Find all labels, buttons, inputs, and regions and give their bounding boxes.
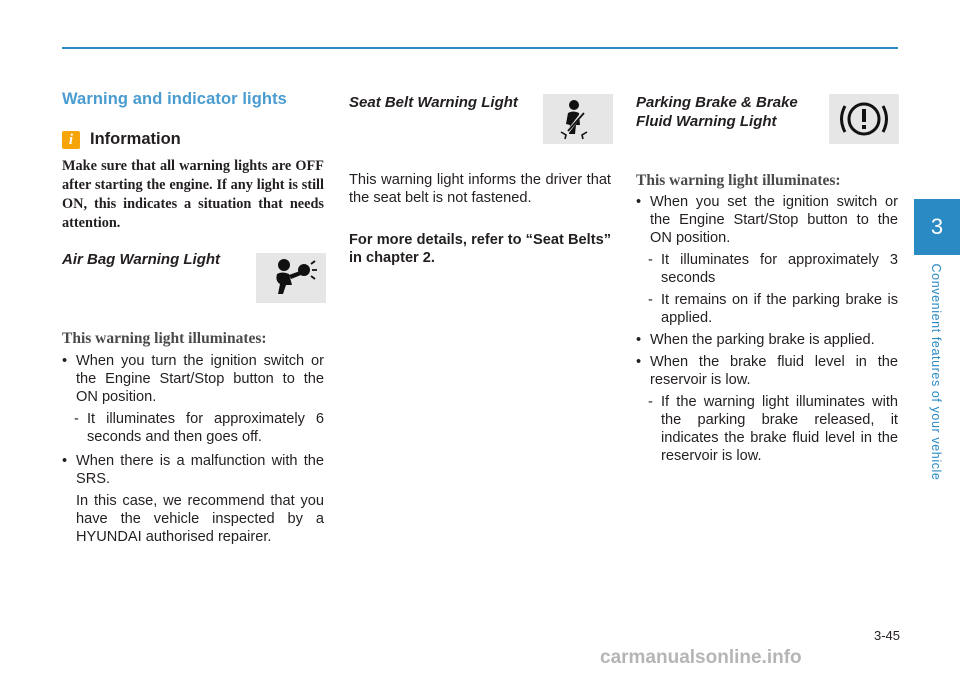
list-item: • When you turn the ignition switch or the Engine Start/Stop button to the ON position. — [62, 352, 324, 406]
list-item: • When you set the ignition switch or the Engine Start/Stop button to the ON position. — [636, 193, 898, 247]
list-item: • When there is a malfunction with the SRS. — [62, 452, 324, 488]
chapter-tab: 3 — [914, 199, 960, 255]
airbag-icon — [256, 253, 326, 303]
chapter-side-label: Convenient features of your vehicle — [929, 263, 943, 481]
seatbelt-more: For more details, refer to “Seat Belts” in chapter 2. — [349, 232, 611, 266]
list-item: - It remains on if the parking brake is applied. — [648, 292, 898, 326]
list-item: - It illuminates for approximately 6 seconds and then goes off. — [74, 411, 324, 445]
information-title: Information — [90, 130, 181, 148]
list-item-note: In this case, we recommend that you have the vehicle inspected by a HYUNDAI authorised repairer. — [76, 493, 324, 545]
list-item: - If the warning light illuminates with the parking brake released, it indicates the brake fluid level in the reservoir is low. — [648, 394, 898, 464]
page-number: 3-45 — [873, 628, 900, 643]
top-rule — [62, 47, 898, 49]
watermark: carmanualsonline.info — [600, 647, 802, 668]
list-item: • When the brake fluid level in the reservoir is low. — [636, 353, 898, 389]
airbag-heading: Air Bag Warning Light — [62, 251, 221, 268]
list-item-text: It illuminates for approximately 6 seconds and then goes off. — [87, 411, 324, 445]
list-item: • When the parking brake is applied. — [636, 331, 898, 349]
section-title: Warning and indicator lights — [62, 90, 287, 108]
airbag-conditions — [62, 352, 324, 546]
seatbelt-heading: Seat Belt Warning Light — [349, 94, 518, 111]
list-item-text: It illuminates for approximately 3 seconds — [661, 252, 898, 286]
information-header — [62, 130, 181, 149]
list-item: - It illuminates for approximately 3 seconds — [648, 252, 898, 286]
parking-brake-heading-line2: Fluid Warning Light — [636, 113, 777, 130]
list-item-text: It remains on if the parking brake is applied. — [661, 292, 898, 326]
list-item-text: If the warning light illuminates with the parking brake released, it indicates the brake fluid level in the reservoir is low. — [661, 394, 898, 464]
seatbelt-text: This warning light informs the driver that the seat belt is not fastened. — [349, 172, 611, 206]
parking-brake-heading — [636, 93, 826, 131]
brake-warning-icon — [829, 94, 899, 144]
parking-brake-heading-line1: Parking Brake & Brake — [636, 94, 798, 111]
seatbelt-icon — [543, 94, 613, 144]
parking-illuminates-label: This warning light illuminates: — [636, 172, 841, 189]
information-text: Make sure that all warning lights are OFF after starting the engine. If any light is still ON, this indicates a situation that needs attention. — [62, 158, 324, 231]
parking-conditions — [636, 193, 898, 465]
airbag-illuminates-label: This warning light illuminates: — [62, 330, 267, 347]
info-icon: i — [62, 131, 80, 149]
